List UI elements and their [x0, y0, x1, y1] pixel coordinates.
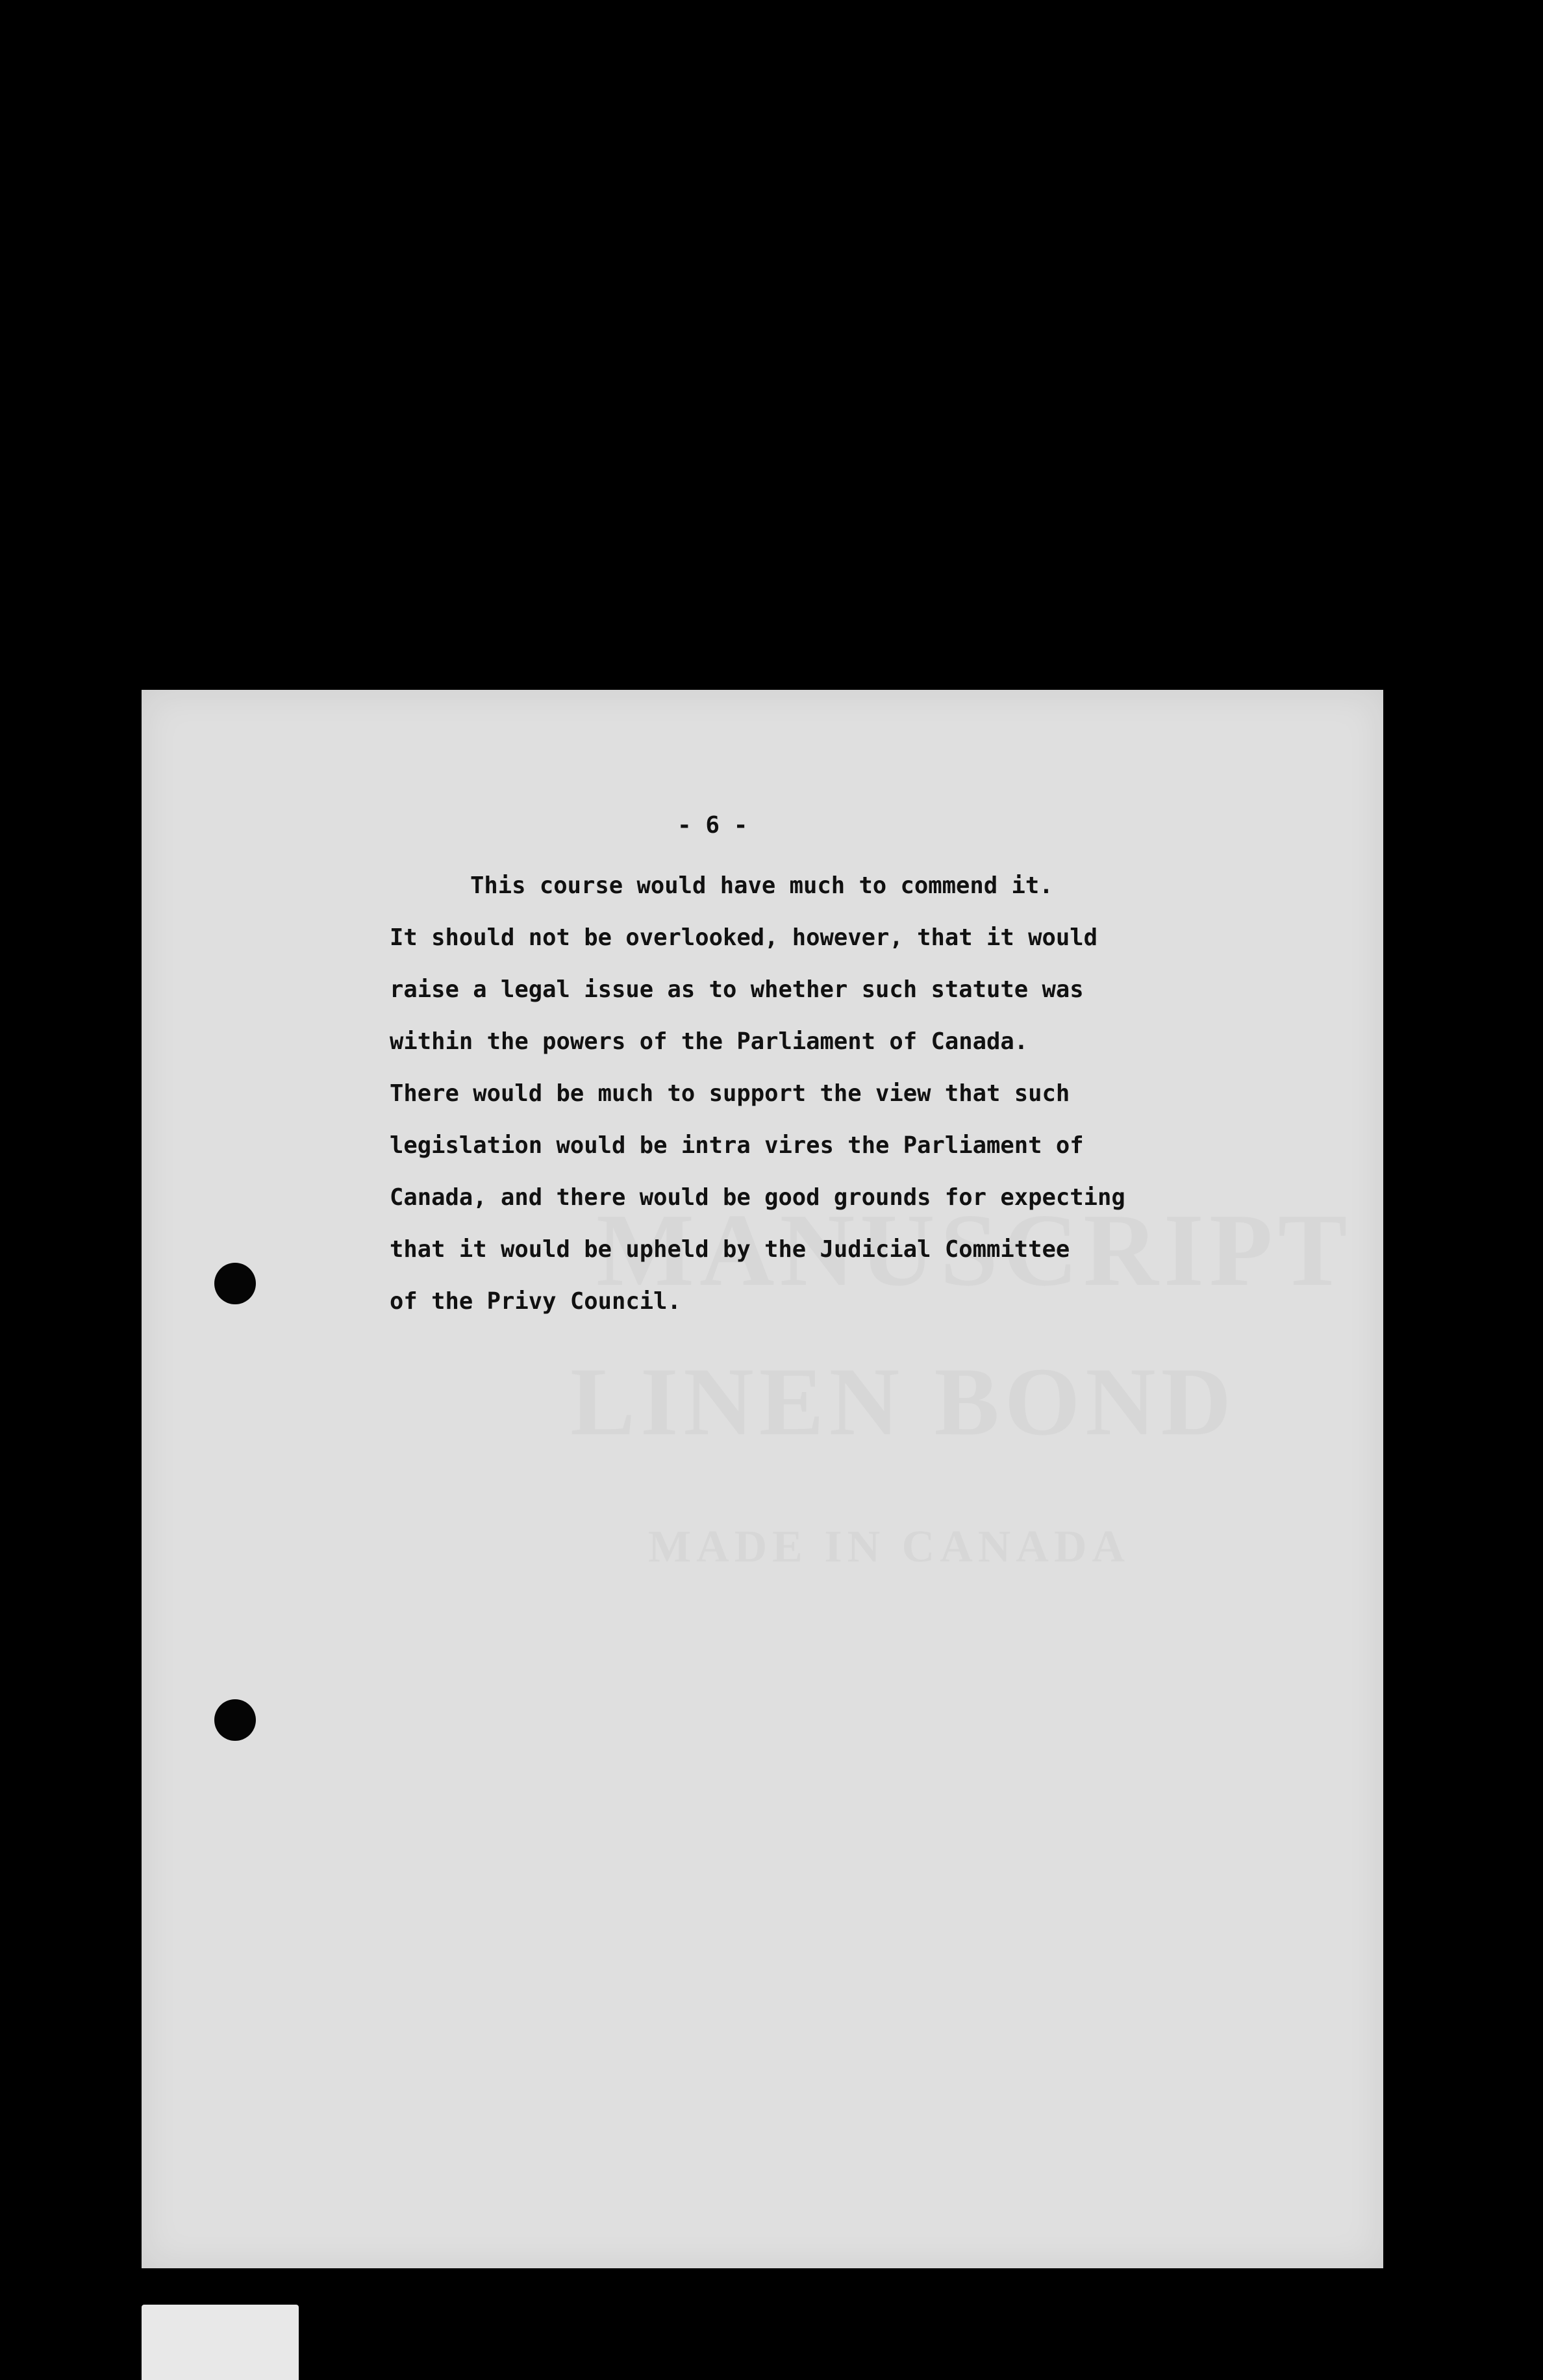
punch-hole-bottom: [214, 1699, 256, 1741]
paragraph-line-7: Canada, and there would be good grounds for expecting: [390, 1184, 1125, 1211]
paragraph-line-4: within the powers of the Parliament of Canada.: [390, 1028, 1029, 1055]
body-paragraph: [390, 860, 1125, 1328]
punch-hole-top: [214, 1263, 256, 1304]
document-page: [142, 690, 1383, 2268]
paragraph-line-9: of the Privy Council.: [390, 1288, 681, 1315]
next-sheet-tab: [142, 2305, 299, 2380]
paragraph-line-6: legislation would be intra vires the Parliament of: [390, 1132, 1084, 1159]
paragraph-line-2: It should not be overlooked, however, that it would: [390, 924, 1098, 951]
paragraph-line-1: This course would have much to commend it.: [470, 872, 1053, 899]
paragraph-line-5: There would be much to support the view that such: [390, 1080, 1070, 1107]
paper-watermark-line-3: [648, 1521, 1130, 1573]
paper-watermark-line-2: [570, 1346, 1236, 1458]
page-number: - 6 -: [677, 812, 748, 839]
paragraph-line-8: that it would be upheld by the Judicial Committee: [390, 1236, 1070, 1263]
paragraph-line-3: raise a legal issue as to whether such statute was: [390, 976, 1084, 1003]
